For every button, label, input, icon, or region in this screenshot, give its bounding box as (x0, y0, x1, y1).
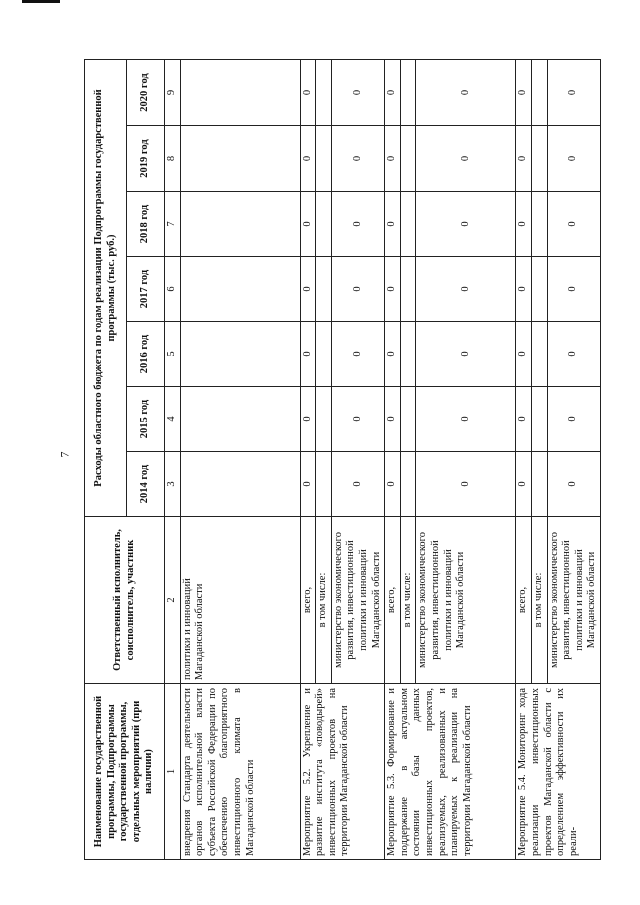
value-cell: 0 (331, 322, 384, 387)
value-cell: 0 (385, 126, 401, 192)
value-cell: 0 (385, 322, 401, 387)
header-executor: Ответственный исполнитель, соисполнитель, участник (85, 517, 165, 684)
measure-name: Мероприятие 5.4. Мониторинг хода реализации инвестиционных проектов Магаданской области с определением эффективности их реали- (516, 684, 601, 860)
value-cell: 0 (300, 452, 316, 517)
measure-name: Мероприятие 5.3. Формирование и поддержание в актуальном состоянии базы данных инвестиционных проектов, реализуемых, реализованных и планируемых к реализации на территории Магаданской области (385, 684, 516, 860)
value-cell: 0 (385, 257, 401, 322)
value-cell: 0 (331, 59, 384, 125)
value-cell: 0 (516, 59, 532, 125)
value-cell: 0 (385, 59, 401, 125)
value-cell: 0 (331, 387, 384, 452)
header-year: 2018 год (127, 192, 165, 257)
header-year: 2017 год (127, 257, 165, 322)
column-number: 9 (165, 59, 181, 125)
value-cell: 0 (416, 126, 516, 192)
value-cell: 0 (300, 59, 316, 125)
table-row-total (385, 59, 401, 859)
value-cell: 0 (385, 387, 401, 452)
value-cell: 0 (416, 322, 516, 387)
column-number: 1 (165, 684, 181, 860)
executor-cell: политики и инноваций Магаданской области (180, 517, 300, 684)
value-cell: 0 (331, 257, 384, 322)
executor-cell: министерство экономического развития, инвестиционной политики и инноваций Магаданской области (416, 517, 516, 684)
column-number: 7 (165, 192, 181, 257)
value-cell: 0 (547, 452, 600, 517)
value-cell: 0 (331, 452, 384, 517)
table-row-total (300, 59, 316, 859)
value-cell: 0 (416, 257, 516, 322)
column-number: 6 (165, 257, 181, 322)
header-expenses: Расходы областного бюджета по годам реализации Подпрограммы государственной программы (тыс. руб.) (85, 59, 127, 516)
value-cell: 0 (331, 192, 384, 257)
value-cell: 0 (385, 192, 401, 257)
scan-edge-mark (22, 0, 60, 3)
value-cell: 0 (516, 257, 532, 322)
value-cell: 0 (300, 192, 316, 257)
header-year: 2015 год (127, 387, 165, 452)
value-cell: 0 (516, 387, 532, 452)
column-number: 2 (165, 517, 181, 684)
incl-label: в том числе: (316, 517, 332, 684)
total-label: всего, (300, 517, 316, 684)
value-cell: 0 (516, 192, 532, 257)
executor-cell: министерство экономического развития, инвестиционной политики и инноваций Магаданской области (331, 517, 384, 684)
incl-label: в том числе: (400, 517, 416, 684)
value-cell: 0 (300, 387, 316, 452)
value-cell: 0 (416, 59, 516, 125)
value-cell: 0 (516, 126, 532, 192)
rotated-table-container (84, 60, 599, 860)
header-program-name: Наименование государственной программы, Подпрограммы государственной программы, отдельных мероприятий (при наличии) (85, 684, 165, 860)
column-number: 5 (165, 322, 181, 387)
value-cell: 0 (385, 452, 401, 517)
column-number: 3 (165, 452, 181, 517)
value-cell: 0 (331, 126, 384, 192)
value-cell: 0 (547, 126, 600, 192)
value-cell: 0 (547, 192, 600, 257)
total-label: всего, (385, 517, 401, 684)
header-row (85, 59, 127, 859)
value-cell: 0 (416, 387, 516, 452)
value-cell: 0 (416, 192, 516, 257)
table-row-total (516, 59, 532, 859)
header-year: 2019 год (127, 126, 165, 192)
value-cell: 0 (547, 59, 600, 125)
value-cell: 0 (416, 452, 516, 517)
header-year: 2016 год (127, 322, 165, 387)
header-year: 2020 год (127, 59, 165, 125)
value-cell: 0 (547, 322, 600, 387)
value-cell: 0 (300, 126, 316, 192)
measure-name: внедрения Стандарта деятельности органов исполнительной власти субъекта Российской Федерации по обеспечению благоприятного инвестиционного климата в Магаданской области (180, 684, 300, 860)
value-cell: 0 (300, 322, 316, 387)
value-cell: 0 (547, 257, 600, 322)
incl-label: в том числе: (531, 517, 547, 684)
page-number: 7 (57, 451, 72, 458)
measure-name: Мероприятие 5.2. Укрепление и развитие института «поводырей» инвестиционных проектов на территории Магаданской области (300, 684, 385, 860)
value-cell: 0 (547, 387, 600, 452)
expenses-table (84, 59, 601, 860)
column-number: 4 (165, 387, 181, 452)
value-cell: 0 (516, 452, 532, 517)
executor-cell: министерство экономического развития, инвестиционной политики и инноваций Магаданской области (547, 517, 600, 684)
column-number: 8 (165, 126, 181, 192)
header-year: 2014 год (127, 452, 165, 517)
column-number-row (165, 59, 181, 859)
value-cell: 0 (300, 257, 316, 322)
value-cell: 0 (516, 322, 532, 387)
total-label: всего, (516, 517, 532, 684)
table-row (180, 59, 300, 859)
